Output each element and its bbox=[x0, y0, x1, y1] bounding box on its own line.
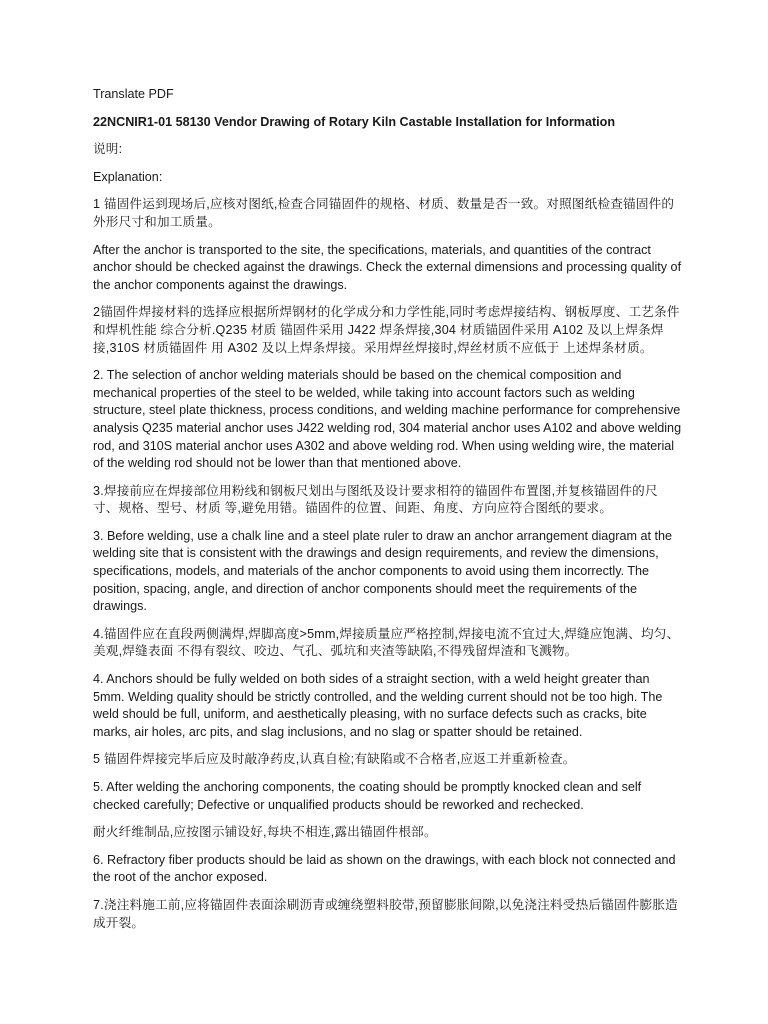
paragraph-2-en: 2. The selection of anchor welding materials should be based on the chemical composition and mechanical properties of the steel to be welded, while taking into account factors such as welding structure, steel plate thickness, process conditions, and welding machine performance for comprehensive analysis Q235 material anchor uses J422 welding rod, 304 material anchor uses A102 and above welding rod, and 310S material anchor uses A302 and above welding rod. When using welding wire, the material of the welding rod should not be lower than that mentioned above. bbox=[93, 368, 682, 471]
paragraph-5-en: 5. After welding the anchoring components, the coating should be promptly knocked clean and self checked carefully; Defective or unqualified products should be reworked and rechecked. bbox=[93, 780, 642, 812]
paragraph-1-cn: 1 锚固件运到现场后,应核对图纸,检查合同锚固件的规格、材质、数量是否一致。对照图纸检查锚固件的外形尺寸和加工质量。 bbox=[93, 197, 675, 229]
document-page bbox=[93, 86, 683, 942]
paragraph-7-cn: 7.浇注料施工前,应将锚固件表面涂刷沥青或缠绕塑料胶带,预留膨胀间隙,以免浇注料受热后锚固件膨胀造成开裂。 bbox=[93, 897, 678, 930]
paragraph-5-cn: 5 锚固件焊接完毕后应及时敲净药皮,认真自检;有缺陷或不合格者,应返工并重新检查。 bbox=[93, 752, 576, 767]
document-title: 22NCNIR1-01 58130 Vendor Drawing of Rotary Kiln Castable Installation for Information bbox=[93, 114, 616, 129]
paragraph-6-cn: 耐火纤维制品,应按图示铺设好,每块不相连,露出锚固件根部。 bbox=[93, 825, 437, 840]
paragraph-4-en: 4. Anchors should be fully welded on both sides of a straight section, with a weld height greater than 5mm. Welding quality should be strictly controlled, and the welding current should not be too high. The weld should be full, uniform, and aesthetically pleasing, with no surface defects such as cracks, bite marks, air holes, arc pits, and slag inclusions, and no slag or spatter should be retained. bbox=[93, 672, 663, 739]
paragraph-4-cn: 4.锚固件应在直段两侧满焊,焊脚高度>5mm,焊接质量应严格控制,焊接电流不宜过大,焊缝应饱满、均匀、美观,焊缝表面 不得有裂纹、咬边、气孔、弧坑和夹渣等缺陷,不得残留焊渣和飞溅物。 bbox=[93, 626, 680, 659]
paragraph-1-en: After the anchor is transported to the site, the specifications, materials, and quantities of the contract anchor should be checked against the drawings. Check the external dimensions and processing quality of the anchor components against the drawings. bbox=[93, 242, 682, 292]
document-header: Translate PDF bbox=[93, 87, 174, 101]
paragraph-3-en: 3. Before welding, use a chalk line and a steel plate ruler to draw an anchor arrangement diagram at the welding site that is consistent with the drawings and design requirements, and review the dimensions, specifications, models, and materials of the anchor components to avoid using them incorrectly. The position, spacing, angle, and direction of anchor components should meet the requirements of the drawings. bbox=[93, 528, 672, 614]
paragraph-3-cn: 3.焊接前应在焊接部位用粉线和钢板尺划出与图纸及设计要求相符的锚固件布置图,并复核锚固件的尺寸、规格、型号、材质 等,避免用错。锚固件的位置、间距、角度、方向应符合图纸的要求。 bbox=[93, 483, 658, 516]
paragraph-6-en: 6. Refractory fiber products should be laid as shown on the drawings, with each block not connected and the root of the anchor exposed. bbox=[93, 852, 676, 885]
explanation-label-cn: 说明: bbox=[93, 142, 123, 157]
explanation-label-en: Explanation: bbox=[93, 169, 163, 184]
paragraph-2-cn: 2锚固件焊接材料的选择应根据所焊钢材的化学成分和力学性能,同时考虑焊接结构、钢板厚度、工艺条件和焊机性能 综合分析.Q235 材质 锚固件采用 J422 焊条焊接,304 材质锚固件采用 A102 及以上焊条焊接,310S 材质锚固件 用 A302 及以上焊条焊接。采用焊丝焊接时,焊丝材质不应低于 上述焊条材质。 bbox=[93, 305, 680, 355]
